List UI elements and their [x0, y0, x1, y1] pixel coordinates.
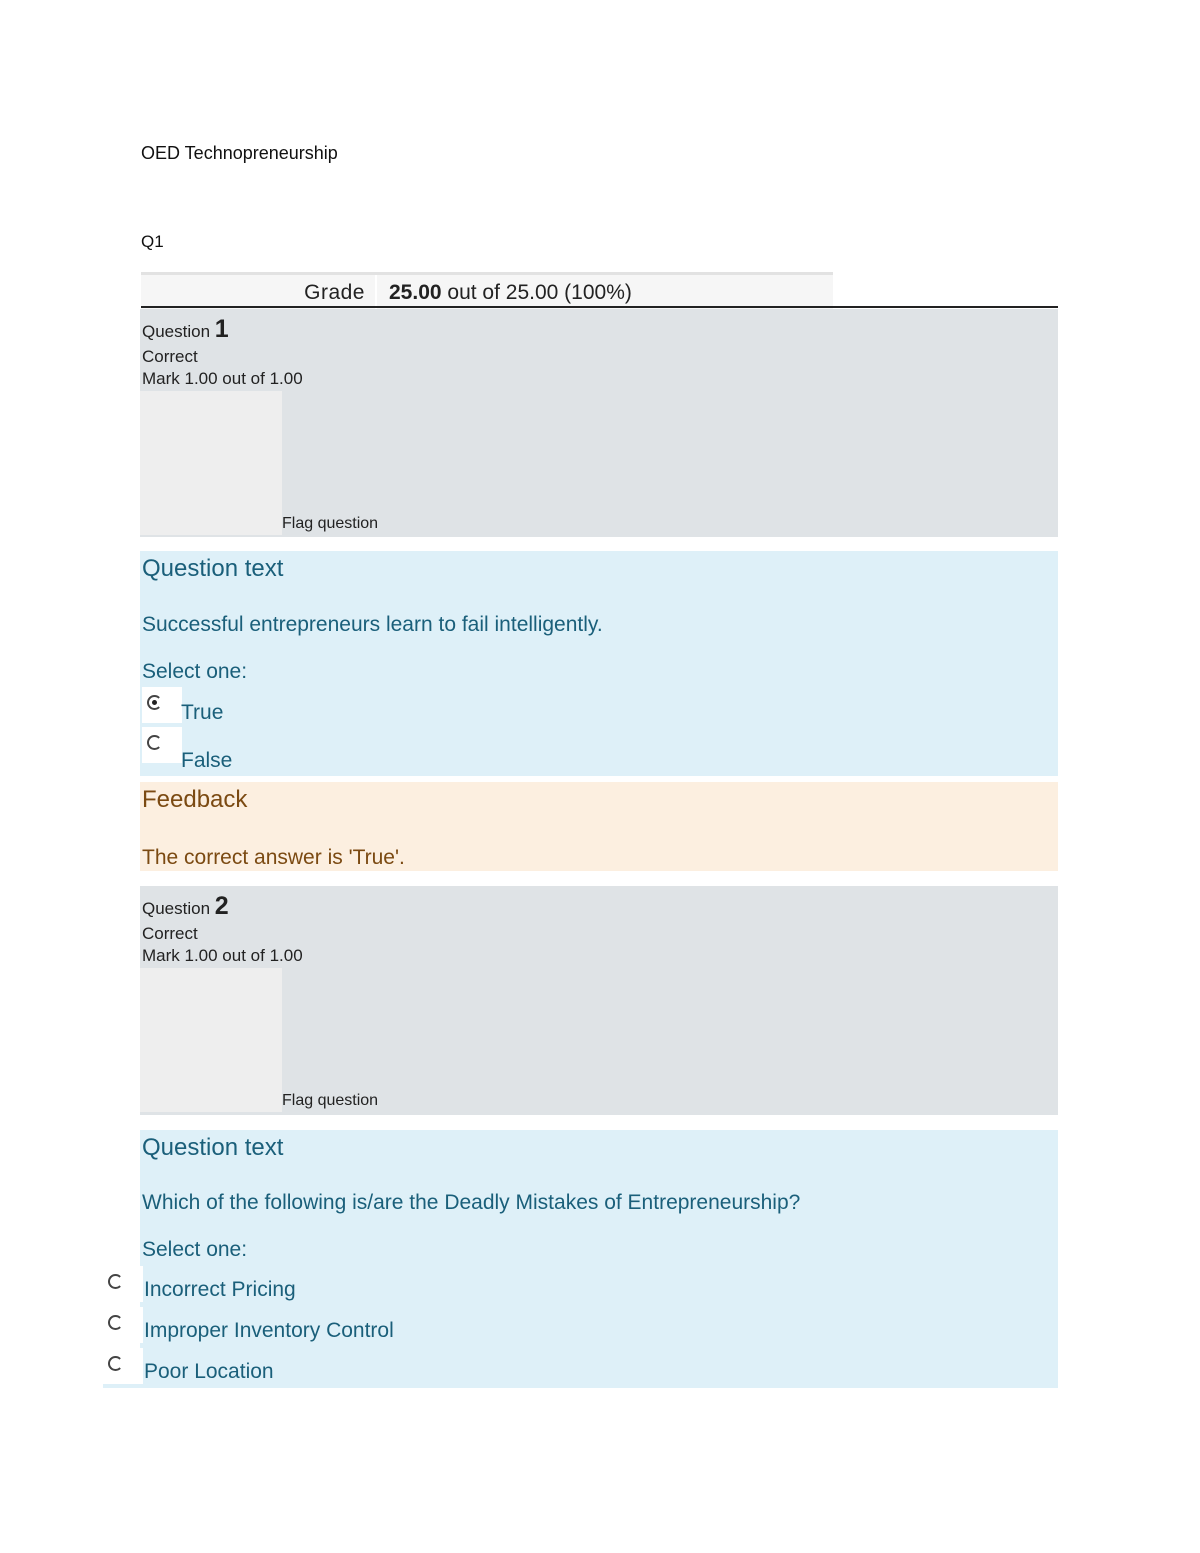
- question-1-prompt: Successful entrepreneurs learn to fail intelligently.: [142, 613, 603, 636]
- section-label: Q1: [141, 232, 164, 251]
- question-2-select-label: Select one:: [142, 1238, 248, 1261]
- question-1-option-true-label[interactable]: True: [181, 701, 224, 724]
- question-1-mark: Mark 1.00 out of 1.00: [142, 369, 303, 388]
- option-strip-edge: [103, 1384, 143, 1388]
- question-2-state: Correct: [142, 924, 198, 943]
- question-2-option-incorrect-pricing-radio[interactable]: [103, 1266, 143, 1302]
- question-1-text: [140, 551, 1058, 776]
- question-2-option-poor-location-label[interactable]: Poor Location: [144, 1360, 274, 1383]
- question-1-option-false-label[interactable]: False: [181, 749, 233, 772]
- question-2-info: [140, 886, 1058, 1115]
- grade-label: Grade: [304, 281, 365, 304]
- grade-divider-line: [141, 306, 1058, 308]
- question-2-option-improper-inventory-radio[interactable]: [103, 1307, 143, 1343]
- radio-unchecked-icon: [108, 1274, 123, 1289]
- radio-unchecked-icon: [108, 1315, 123, 1330]
- grade-score: 25.00: [389, 281, 442, 304]
- feedback-text: The correct answer is 'True'.: [142, 846, 405, 869]
- question-2-text-heading: Question text: [142, 1134, 284, 1161]
- feedback-heading: Feedback: [142, 786, 248, 813]
- question-2-text: [140, 1130, 1058, 1388]
- grade-total: out of 25.00 (100%): [441, 281, 632, 304]
- question-2-option-poor-location-radio[interactable]: [103, 1348, 143, 1384]
- question-1-option-true-radio[interactable]: [142, 687, 182, 723]
- question-2-prompt: Which of the following is/are the Deadly Mistakes of Entrepreneurship?: [142, 1191, 801, 1214]
- question-1-feedback: [140, 782, 1058, 871]
- radio-unchecked-icon: [108, 1356, 123, 1371]
- document-title: OED Technopreneurship: [141, 143, 338, 163]
- grade-divider: [375, 275, 377, 309]
- question-2-flag-button[interactable]: Flag question: [282, 1092, 379, 1109]
- question-1-text-heading: Question text: [142, 555, 284, 582]
- question-2-option-incorrect-pricing-label[interactable]: Incorrect Pricing: [144, 1278, 296, 1301]
- question-2-option-improper-inventory-label[interactable]: Improper Inventory Control: [144, 1319, 394, 1342]
- grade-summary: [141, 272, 833, 309]
- question-1-info: [140, 309, 1058, 537]
- question-1-state: Correct: [142, 347, 198, 366]
- question-1-number: Question 1: [142, 315, 229, 343]
- question-2-mark: Mark 1.00 out of 1.00: [142, 946, 303, 965]
- question-2-flag-placeholder: [140, 968, 282, 1112]
- question-1-select-label: Select one:: [142, 660, 248, 683]
- question-1-flag-button[interactable]: Flag question: [282, 515, 379, 532]
- radio-unchecked-icon: [147, 735, 162, 750]
- question-2-number: Question 2: [142, 892, 229, 920]
- question-1-flag-placeholder: [140, 391, 282, 535]
- radio-checked-icon: [147, 695, 162, 710]
- question-1-option-false-radio[interactable]: [142, 727, 182, 763]
- grade-value: [389, 281, 632, 305]
